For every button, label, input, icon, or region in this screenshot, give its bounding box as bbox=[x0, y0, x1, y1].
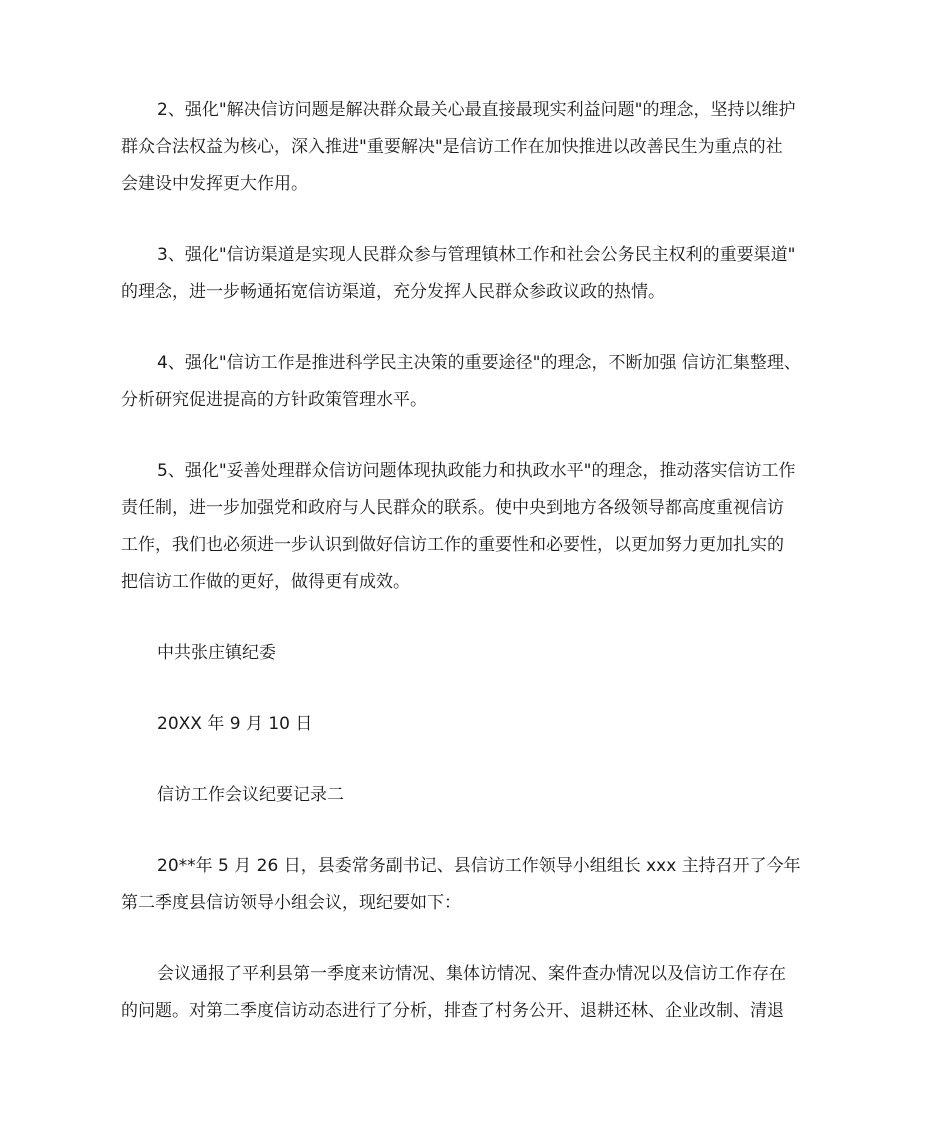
paragraph-item-5 bbox=[121, 453, 833, 601]
paragraph-item-2 bbox=[121, 92, 833, 203]
paragraph-line: 2、强化"解决信访问题是解决群众最关心最直接最现实利益问题"的理念，坚持以维护 bbox=[157, 100, 796, 120]
paragraph-line: 的理念，进一步畅通拓宽信访渠道，充分发挥人民群众参政议政的热情。 bbox=[121, 282, 665, 302]
paragraph-line: 的问题。对第二季度信访动态进行了分析，排查了村务公开、退耕还林、企业改制、清退 bbox=[121, 1001, 784, 1021]
paragraph-line: 5、强化"妥善处理群众信访问题体现执政能力和执政水平"的理念，推动落实信访工作 bbox=[157, 461, 796, 481]
paragraph-item-4 bbox=[121, 345, 833, 419]
paragraph-item-3 bbox=[121, 237, 833, 311]
paragraph-line: 4、强化"信访工作是推进科学民主决策的重要途径"的理念，不断加强 信访汇集整理、 bbox=[157, 353, 801, 373]
paragraph-line: 责任制，进一步加强党和政府与人民群众的联系。使中央到地方各级领导都高度重视信访 bbox=[121, 498, 784, 518]
document-body bbox=[121, 92, 833, 1030]
paragraph-line: 群众合法权益为核心，深入推进"重要解决"是信访工作在加快推进以改善民生为重点的社 bbox=[121, 137, 783, 157]
paragraph-line: 3、强化"信访渠道是实现人民群众参与管理镇林工作和社会公务民主权利的重要渠道" bbox=[157, 245, 796, 265]
paragraph-line: 会议通报了平利县第一季度来访情况、集体访情况、案件查办情况以及信访工作存在 bbox=[157, 964, 786, 984]
paragraph-line: 20**年 5 月 26 日，县委常务副书记、县信访工作领导小组组长 xxx 主持召开了今年 bbox=[157, 856, 801, 876]
paragraph-line: 第二季度县信访领导小组会议，现纪要如下： bbox=[121, 893, 461, 913]
paragraph-line: 分析研究促进提高的方针政策管理水平。 bbox=[121, 390, 427, 410]
paragraph-line: 工作，我们也必须进一步认识到做好信访工作的重要性和必要性，以更加努力更加扎实的 bbox=[121, 535, 784, 555]
section-title: 信访工作会议纪要记录二 bbox=[157, 785, 344, 805]
paragraph-line: 把信访工作做的更好，做得更有成效。 bbox=[121, 572, 410, 592]
meeting-body bbox=[121, 956, 833, 1030]
meeting-intro bbox=[121, 848, 833, 922]
paragraph-line: 会建设中发挥更大作用。 bbox=[121, 174, 308, 194]
signature-org: 中共张庄镇纪委 bbox=[157, 643, 276, 663]
signature-date: 20XX 年 9 月 10 日 bbox=[157, 714, 313, 734]
